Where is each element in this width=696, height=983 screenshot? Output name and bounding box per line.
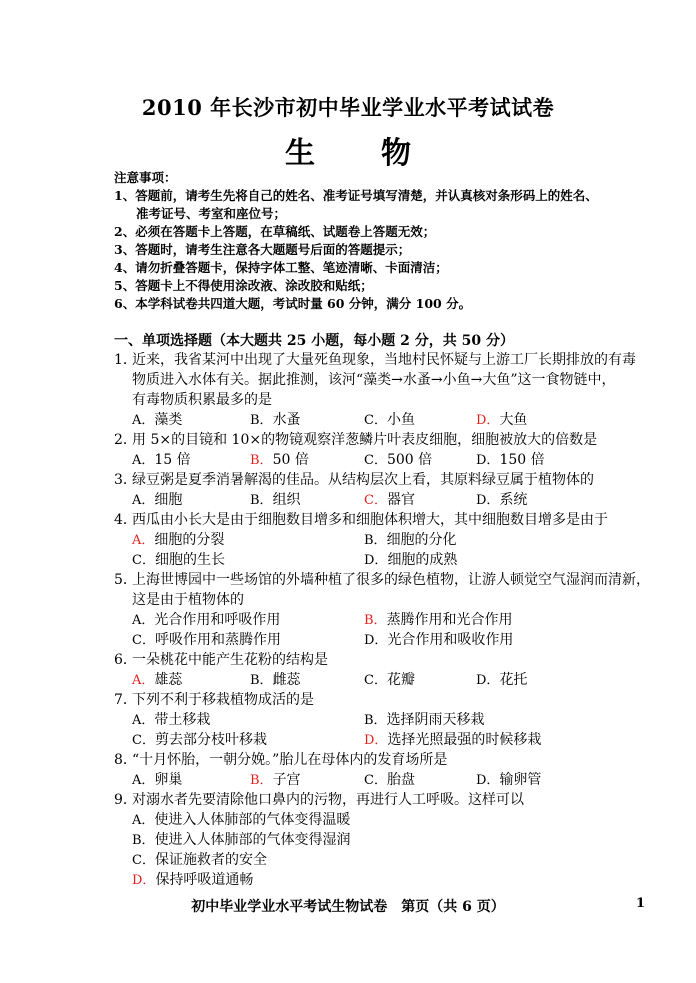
option-letter: B． <box>250 673 273 688</box>
answer-option <box>364 490 415 511</box>
option-letter: B． <box>364 533 387 548</box>
option-letter: D． <box>476 773 500 788</box>
option-row <box>114 730 674 750</box>
option-text: 胎盘 <box>386 772 415 788</box>
answer-option <box>364 770 415 791</box>
question-text: 物质进入水体有关。据此推测，该河“藻类→水蚤→小鱼→大鱼”这一食物链中， <box>132 372 616 388</box>
answer-option <box>476 450 545 471</box>
notes-item: 5、答题卡上不得使用涂改液、涂改胶和贴纸； <box>114 278 373 293</box>
option-text: 呼吸作用和蒸腾作用 <box>154 632 281 648</box>
option-letter: A． <box>132 533 155 548</box>
question-text: 西瓜由小长大是由于细胞数目增多和细胞体积增大，其中细胞数目增多是由于 <box>132 512 608 528</box>
notes-item: 3、答题时，请考生注意各大题题号后面的答题提示； <box>114 242 411 257</box>
answer-option <box>250 450 309 471</box>
option-row <box>114 610 674 630</box>
option-text: 大鱼 <box>499 412 528 428</box>
option-letter: A． <box>132 713 155 728</box>
answer-option <box>132 870 253 891</box>
question-number: 3． <box>114 472 137 488</box>
option-row <box>114 630 674 650</box>
option-text: 水蚤 <box>272 412 301 428</box>
answer-option <box>364 670 415 691</box>
option-text: 花瓣 <box>386 672 415 688</box>
option-row <box>114 830 674 850</box>
answer-option <box>476 490 527 511</box>
option-letter: A． <box>132 453 155 468</box>
answer-option <box>250 670 301 691</box>
option-text: 带土移栽 <box>154 712 211 728</box>
option-letter: D． <box>476 453 500 468</box>
exam-title: 2010 年长沙市初中毕业学业水平考试试卷 <box>141 95 555 120</box>
question-stem <box>114 790 674 810</box>
question-text: 一朵桃花中能产生花粉的结构是 <box>132 652 328 668</box>
answer-option <box>132 770 182 791</box>
option-row <box>114 450 674 470</box>
question-number: 5． <box>114 572 137 588</box>
question-text: 近来，我省某河中出现了大量死鱼现象，当地村民怀疑与上游工厂长期排放的有毒 <box>132 352 636 368</box>
notes-item: 2、必须在答题卡上答题，在草稿纸、试题卷上答题无效； <box>114 224 436 239</box>
option-letter: B． <box>250 413 273 428</box>
answer-option <box>132 550 225 571</box>
question-number: 7． <box>114 692 137 708</box>
option-letter: D． <box>132 873 156 888</box>
option-letter: D． <box>476 413 500 428</box>
notes-item: 4、请勿折叠答题卡，保持字体工整、笔迹清晰、卡面清洁； <box>114 260 448 275</box>
answer-option <box>132 830 351 851</box>
option-letter: B． <box>364 613 387 628</box>
question-stem-cont <box>114 590 674 610</box>
question-text: “十月怀胎，一朝分娩。”胎儿在母体内的发育场所是 <box>132 752 448 768</box>
notes-block <box>114 168 674 313</box>
option-letter: D． <box>364 633 388 648</box>
answer-option <box>476 770 541 791</box>
option-text: 15 倍 <box>154 452 191 468</box>
question-number: 1． <box>114 352 137 368</box>
answer-option <box>132 450 191 471</box>
notes-item: 1、答题前，请考生先将自己的姓名、准考证号填写清楚，并认真核对条形码上的姓名、 <box>114 188 598 203</box>
option-text: 雄蕊 <box>154 672 183 688</box>
option-text: 保持呼吸道通畅 <box>155 872 254 888</box>
option-text: 小鱼 <box>386 412 415 428</box>
option-letter: C． <box>132 853 155 868</box>
answer-option <box>132 850 267 871</box>
option-text: 剪去部分枝叶移栽 <box>154 732 267 748</box>
answer-option <box>132 810 350 831</box>
answer-option <box>132 490 182 511</box>
option-text: 雌蕊 <box>272 672 301 688</box>
option-text: 细胞的成熟 <box>387 552 458 568</box>
option-letter: A． <box>132 613 155 628</box>
option-text: 输卵管 <box>499 772 542 788</box>
option-letter: A． <box>132 493 155 508</box>
option-letter: C． <box>364 413 387 428</box>
option-letter: A． <box>132 673 155 688</box>
option-text: 细胞 <box>154 492 183 508</box>
option-row <box>114 810 674 830</box>
question-number: 6． <box>114 652 137 668</box>
option-letter: B． <box>364 713 387 728</box>
notes-heading: 注意事项： <box>114 170 177 185</box>
option-row <box>114 850 674 870</box>
question-text: 这是由于植物体的 <box>132 592 244 608</box>
option-text: 子宫 <box>272 772 301 788</box>
answer-option <box>364 550 457 571</box>
question-text: 有毒物质积累最多的是 <box>132 392 272 408</box>
question-number: 4． <box>114 512 137 528</box>
option-text: 花托 <box>499 672 528 688</box>
answer-option <box>476 410 527 431</box>
option-text: 500 倍 <box>386 452 433 468</box>
option-text: 藻类 <box>154 412 183 428</box>
notes-item: 准考证号、考室和座位号； <box>136 206 287 221</box>
question-stem-cont <box>114 390 674 410</box>
answer-option <box>364 610 513 631</box>
question-stem <box>114 350 674 370</box>
option-letter: B． <box>250 493 273 508</box>
question-stem <box>114 510 674 530</box>
option-row <box>114 530 674 550</box>
question-text: 下列不利于移栽植物成活的是 <box>132 692 314 708</box>
answer-option <box>132 730 267 751</box>
answer-option <box>476 670 527 691</box>
option-letter: C． <box>364 453 387 468</box>
option-text: 光合作用和吸收作用 <box>387 632 514 648</box>
option-letter: B． <box>132 833 155 848</box>
question-text: 绿豆粥是夏季消暑解渴的佳品。从结构层次上看，其原料绿豆属于植物体的 <box>132 472 594 488</box>
option-letter: C． <box>132 553 155 568</box>
question-number: 2． <box>114 432 137 448</box>
answer-option <box>364 730 541 751</box>
answer-option <box>364 710 485 731</box>
page-footer: 初中毕业学业水平考试生物试卷 第页（共 6 页） <box>191 899 505 915</box>
option-text: 组织 <box>272 492 301 508</box>
option-row <box>114 550 674 570</box>
question-list <box>114 350 674 890</box>
question-stem <box>114 570 674 590</box>
question-text: 用 5×的目镜和 10×的物镜观察洋葱鳞片叶表皮细胞，细胞被放大的倍数是 <box>132 432 598 448</box>
option-letter: D． <box>364 733 388 748</box>
answer-option <box>132 710 210 731</box>
section-heading: 一、单项选择题（本大题共 25 小题，每小题 2 分，共 50 分） <box>114 333 514 349</box>
option-letter: B． <box>250 773 273 788</box>
option-letter: A． <box>132 413 155 428</box>
option-letter: B． <box>250 453 273 468</box>
option-row <box>114 410 674 430</box>
question-text: 上海世博园中一些场馆的外墙种植了很多的绿色植物，让游人顿觉空气湿润而清新， <box>132 572 650 588</box>
option-letter: D． <box>364 553 388 568</box>
option-row <box>114 770 674 790</box>
option-text: 细胞的分裂 <box>154 532 225 548</box>
option-text: 器官 <box>386 492 415 508</box>
answer-option <box>364 410 415 431</box>
question-stem <box>114 650 674 670</box>
answer-option <box>132 530 224 551</box>
question-stem <box>114 690 674 710</box>
question-number: 9． <box>114 792 137 808</box>
option-row <box>114 670 674 690</box>
option-row <box>114 710 674 730</box>
question-stem <box>114 750 674 770</box>
answer-option <box>250 410 301 431</box>
question-stem <box>114 470 674 490</box>
option-letter: C． <box>364 493 387 508</box>
subject-title: 生 物 <box>285 136 429 171</box>
option-text: 选择光照最强的时候移栽 <box>387 732 542 748</box>
option-text: 保证施救者的安全 <box>154 852 267 868</box>
option-letter: A． <box>132 773 155 788</box>
question-stem-cont <box>114 370 674 390</box>
answer-option <box>364 530 457 551</box>
option-letter: D． <box>476 493 500 508</box>
option-text: 细胞的分化 <box>386 532 457 548</box>
answer-option <box>132 630 281 651</box>
option-text: 系统 <box>499 492 528 508</box>
option-text: 光合作用和呼吸作用 <box>154 612 281 628</box>
option-letter: C． <box>364 673 387 688</box>
option-letter: D． <box>476 673 500 688</box>
answer-option <box>132 410 182 431</box>
option-text: 蒸腾作用和光合作用 <box>386 612 513 628</box>
option-row <box>114 870 674 890</box>
answer-option <box>250 490 301 511</box>
option-letter: C． <box>132 633 155 648</box>
answer-option <box>250 770 301 791</box>
option-text: 选择阴雨天移栽 <box>386 712 485 728</box>
option-letter: A． <box>132 813 155 828</box>
question-number: 8． <box>114 752 137 768</box>
option-text: 使进入人体肺部的气体变得湿润 <box>154 832 351 848</box>
option-text: 卵巢 <box>154 772 183 788</box>
question-stem <box>114 430 674 450</box>
answer-option <box>132 610 280 631</box>
option-text: 使进入人体肺部的气体变得温暖 <box>154 812 351 828</box>
option-text: 50 倍 <box>272 452 309 468</box>
answer-option <box>364 450 432 471</box>
option-text: 细胞的生长 <box>154 552 225 568</box>
notes-item: 6、本学科试卷共四道大题，考试时量 60 分钟，满分 100 分。 <box>114 296 472 311</box>
option-text: 150 倍 <box>499 452 545 468</box>
page-number: 1 <box>636 896 646 911</box>
option-row <box>114 490 674 510</box>
question-text: 对溺水者先要清除他口鼻内的污物，再进行人工呼吸。这样可以 <box>132 792 524 808</box>
answer-option <box>132 670 182 691</box>
option-letter: C． <box>364 773 387 788</box>
option-letter: C． <box>132 733 155 748</box>
answer-option <box>364 630 513 651</box>
